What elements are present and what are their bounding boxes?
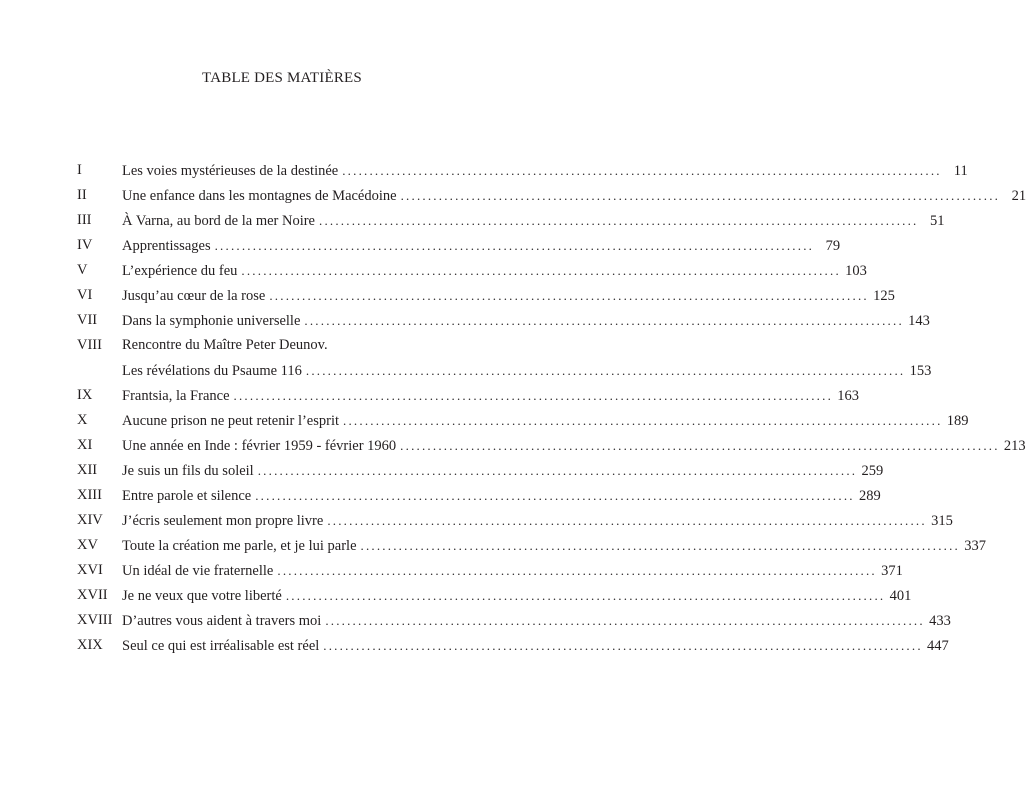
page-number: 315 <box>931 513 953 529</box>
dot-leader: .............................................................................................................. <box>319 213 919 228</box>
chapter-title: Les voies mystérieuses de la destinée <box>122 163 339 179</box>
chapter-title: Frantsia, la France <box>122 388 230 404</box>
chapter-number: XIX <box>77 637 103 653</box>
chapter-title: Un idéal de vie fraternelle <box>122 563 274 579</box>
dot-leader: .............................................................................................................. <box>255 488 855 503</box>
dot-leader: .............................................................................................................. <box>400 188 1001 203</box>
toc-entry <box>77 408 969 433</box>
chapter-body <box>122 608 951 634</box>
dot-leader: .............................................................................................................. <box>233 388 834 403</box>
dot-leader: .............................................................................................................. <box>327 513 927 528</box>
dot-leader: .............................................................................................................. <box>360 538 960 553</box>
page-number: 189 <box>946 413 969 429</box>
chapter-body <box>122 583 912 609</box>
chapter-line <box>122 383 860 409</box>
chapter-line <box>122 183 1026 209</box>
page-number: 447 <box>927 638 949 654</box>
chapter-line <box>122 508 953 534</box>
chapter-number: IX <box>77 387 93 403</box>
dot-leader: .............................................................................................................. <box>323 638 923 653</box>
chapter-line <box>122 233 841 259</box>
chapter-number: XIII <box>77 487 102 503</box>
chapter-title: Entre parole et silence <box>122 488 252 504</box>
page-number: 125 <box>873 288 895 304</box>
toc-entry <box>77 308 930 333</box>
chapter-line <box>122 608 951 634</box>
toc-heading: TABLE DES MATIÈRES <box>202 70 362 86</box>
toc-entry <box>77 383 860 408</box>
page-number: 213 <box>1003 438 1026 454</box>
chapter-number: X <box>77 412 88 428</box>
chapter-body <box>122 333 932 384</box>
chapter-body <box>122 433 1026 459</box>
page-number: 11 <box>953 163 968 179</box>
dot-leader: .............................................................................................................. <box>342 163 942 178</box>
dot-leader: .............................................................................................................. <box>343 413 943 428</box>
chapter-title: Dans la symphonie universelle <box>122 313 301 329</box>
chapter-line <box>122 458 884 484</box>
page-number: 153 <box>909 363 932 379</box>
chapter-line <box>122 633 949 659</box>
dot-leader: .............................................................................................................. <box>285 588 886 603</box>
chapter-title: Jusqu’au cœur de la rose <box>122 288 266 304</box>
toc-entry <box>77 483 881 508</box>
chapter-line <box>122 208 945 234</box>
chapter-title: Une année en Inde : février 1959 - février 1960 <box>122 438 397 454</box>
chapter-body <box>122 258 867 284</box>
toc-entry <box>77 608 951 633</box>
chapter-line <box>122 283 895 309</box>
chapter-body <box>122 633 949 659</box>
chapter-body <box>122 458 884 484</box>
chapter-title: À Varna, au bord de la mer Noire <box>122 213 315 229</box>
chapter-line <box>122 583 912 609</box>
chapter-number: XI <box>77 437 93 453</box>
toc-entry <box>77 558 903 583</box>
chapter-body <box>122 408 969 434</box>
chapter-line <box>122 558 903 584</box>
chapter-title: Seul ce qui est irréalisable est réel <box>122 638 320 654</box>
page-number: 103 <box>845 263 867 279</box>
dot-leader: .............................................................................................................. <box>277 563 877 578</box>
toc-entry <box>77 433 1026 458</box>
chapter-title: L’expérience du feu <box>122 263 238 279</box>
chapter-number: XVI <box>77 562 103 578</box>
chapter-title: Les révélations du Psaume 116 <box>122 363 302 379</box>
page-number: 337 <box>964 538 986 554</box>
chapter-number: I <box>77 162 82 178</box>
chapter-body <box>122 558 903 584</box>
chapter-body <box>122 183 1026 209</box>
chapter-body <box>122 533 986 559</box>
chapter-title: D’autres vous aident à travers moi <box>122 613 322 629</box>
dot-leader: .............................................................................................................. <box>304 313 904 328</box>
chapter-title: Je ne veux que votre liberté <box>122 588 282 604</box>
toc-entry <box>77 258 867 283</box>
chapter-title: Toute la création me parle, et je lui parle <box>122 538 357 554</box>
chapter-line <box>122 158 968 184</box>
chapter-line <box>122 433 1026 459</box>
chapter-line <box>122 358 932 384</box>
chapter-line <box>122 408 969 434</box>
chapter-number: XII <box>77 462 98 478</box>
chapter-number: XV <box>77 537 98 553</box>
page-number: 401 <box>889 588 912 604</box>
chapter-body <box>122 308 930 334</box>
page-number: 21 <box>1011 188 1026 204</box>
page-number: 433 <box>929 613 951 629</box>
chapter-title: Je suis un fils du soleil <box>122 463 254 479</box>
page-number: 259 <box>861 463 884 479</box>
toc-entry <box>77 458 884 483</box>
page-number: 371 <box>881 563 903 579</box>
chapter-body <box>122 483 881 509</box>
toc-list <box>77 158 1026 658</box>
dot-leader: .............................................................................................................. <box>269 288 869 303</box>
chapter-number: II <box>77 187 87 203</box>
toc-entry <box>77 633 949 658</box>
page-number: 79 <box>825 238 841 254</box>
chapter-body <box>122 508 953 534</box>
chapter-title: Une enfance dans les montagnes de Macédoine <box>122 188 397 204</box>
chapter-number: XVII <box>77 587 108 603</box>
chapter-number: III <box>77 212 92 228</box>
chapter-line <box>122 308 930 334</box>
dot-leader: .............................................................................................................. <box>257 463 858 478</box>
chapter-number: VII <box>77 312 98 328</box>
toc-entry <box>77 208 945 233</box>
dot-leader: .............................................................................................................. <box>325 613 925 628</box>
page-number: 51 <box>930 213 945 229</box>
chapter-line <box>122 533 986 559</box>
chapter-number: VIII <box>77 337 102 353</box>
chapter-body <box>122 208 945 234</box>
dot-leader: .............................................................................................................. <box>241 263 841 278</box>
chapter-number: IV <box>77 237 93 253</box>
page-number: 289 <box>858 488 881 504</box>
toc-entry <box>77 333 932 383</box>
chapter-number: VI <box>77 287 93 303</box>
toc-entry <box>77 233 841 258</box>
chapter-title-line1: Rencontre du Maître Peter Deunov. <box>122 337 328 353</box>
chapter-title: Apprentissages <box>122 238 211 254</box>
toc-entry <box>77 183 1026 208</box>
chapter-body <box>122 383 860 409</box>
chapter-body <box>122 233 841 259</box>
toc-entry <box>77 158 968 183</box>
dot-leader: .............................................................................................................. <box>305 363 906 378</box>
chapter-number: XVIII <box>77 612 113 628</box>
chapter-title: J’écris seulement mon propre livre <box>122 513 324 529</box>
chapter-title: Aucune prison ne peut retenir l’esprit <box>122 413 340 429</box>
chapter-number: XIV <box>77 512 103 528</box>
chapter-line <box>122 483 881 509</box>
chapter-body <box>122 158 968 184</box>
page-number: 143 <box>908 313 930 329</box>
chapter-body <box>122 283 895 309</box>
chapter-line <box>122 258 867 284</box>
dot-leader: .............................................................................................................. <box>214 238 815 253</box>
dot-leader: .............................................................................................................. <box>400 438 1000 453</box>
toc-entry <box>77 508 953 533</box>
chapter-number: V <box>77 262 88 278</box>
toc-entry <box>77 533 986 558</box>
page-number: 163 <box>837 388 860 404</box>
toc-entry <box>77 283 895 308</box>
toc-entry <box>77 583 912 608</box>
